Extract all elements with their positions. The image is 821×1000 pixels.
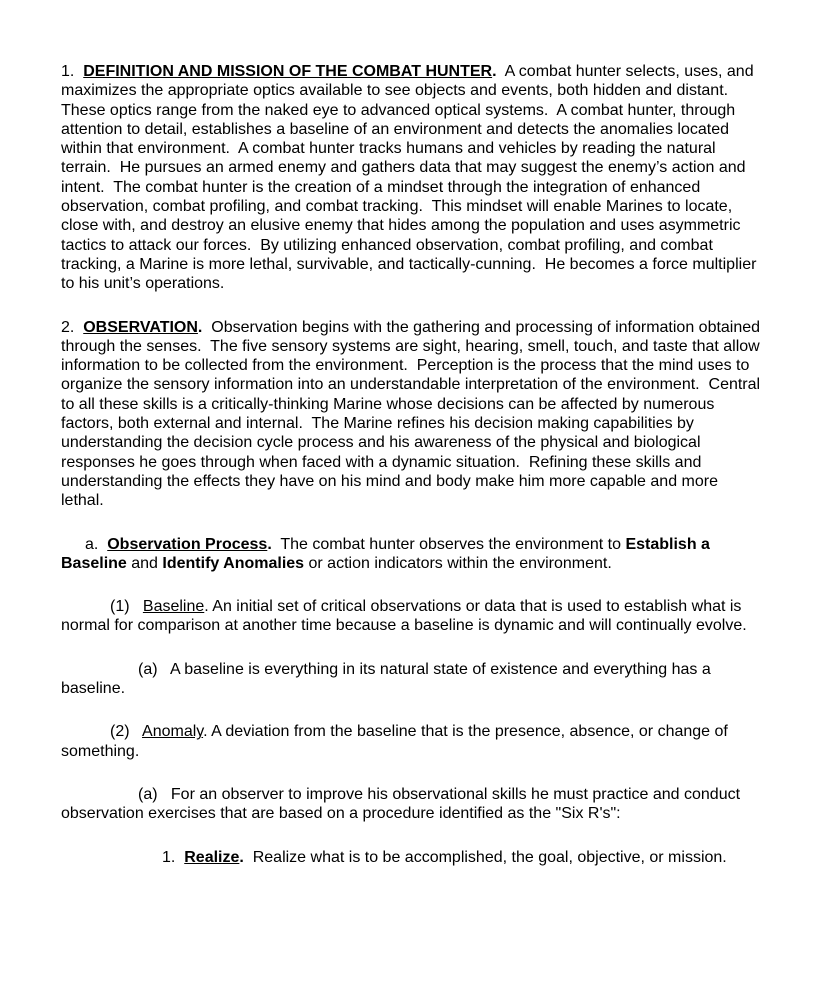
paragraph-observation bbox=[61, 318, 765, 511]
text-run: and bbox=[126, 554, 163, 572]
text-run: Observation Process bbox=[107, 535, 268, 553]
text-run: . bbox=[492, 63, 497, 80]
text-run: . An initial set of critical observations or data that is used to establish what is normal for comparison at another time because a baseline is dynamic and will continually evolve. bbox=[61, 598, 747, 635]
text-run: . bbox=[267, 535, 272, 553]
text-run: or action indicators within the environment. bbox=[304, 554, 612, 572]
text-run: The combat hunter observes the environment to bbox=[271, 535, 626, 553]
text-run: (a) For an observer to improve his observational skills he must practice and conduct observation exercises that are based on a procedure identified as the "Six R's": bbox=[61, 785, 745, 823]
text-run: 1. bbox=[61, 63, 84, 80]
text-run: Observation begins with the gathering and processing of information obtained through the senses. The five sensory systems are sight, hearing, smell, touch, and taste that allow information to be collected from the environment. Perception is the process that the mind uses to organize the sensory information into an understandable interpretation of the environment. Central to all these skills is a critically-thinking Marine whose decisions can be affected by numerous factors, both external and internal. The Marine refines his decision making capabilities by understanding the decision cycle process and his awareness of the physical and biological responses he goes through when faced with a dynamic situation. Refining these skills and understanding the effects they have on his mind and body make him more capable and more lethal. bbox=[61, 318, 765, 510]
paragraph-six-rs-intro bbox=[61, 785, 761, 824]
paragraph-baseline-note bbox=[61, 660, 761, 699]
text-run: . bbox=[197, 318, 203, 336]
paragraph-observation-process bbox=[61, 535, 761, 574]
text-run: A combat hunter selects, uses, and maximizes the appropriate optics available to see objects and events, both hidden and distant. These optics range from the naked eye to advanced optical systems. A combat hunter, through attention to detail, establishes a baseline of an environment and detects the anomalies located within that environment. A combat hunter tracks humans and vehicles by reading the natural terrain. He pursues an armed enemy and gathers data that may suggest the enemy’s action and intent. The combat hunter is the creation of a mindset through the integration of enhanced observation, combat profiling, and combat tracking. This mindset will enable Marines to locate, close with, and destroy an elusive enemy that hides among the population and uses asymmetric tactics to attack our forces. By utilizing enhanced observation, combat profiling, and combat tracking, a Marine is more lethal, survivable, and tactically-cunning. He becomes a force multiplier to his unit’s operations. bbox=[61, 63, 761, 293]
document-body bbox=[61, 62, 765, 867]
text-run: (1) bbox=[110, 598, 143, 616]
text-run: Establish a Baseline bbox=[61, 535, 715, 572]
text-run: . A deviation from the baseline that is the presence, absence, or change of something. bbox=[61, 723, 733, 760]
text-run: (2) bbox=[110, 723, 143, 741]
paragraph-realize bbox=[61, 848, 761, 867]
text-run: Identify Anomalies bbox=[162, 554, 305, 572]
text-run: Baseline bbox=[142, 598, 205, 616]
paragraph-baseline-definition bbox=[61, 597, 761, 636]
text-run: DEFINITION AND MISSION OF THE COMBAT HUNTER bbox=[83, 63, 493, 80]
text-run: . bbox=[239, 848, 244, 866]
text-run: (a) A baseline is everything in its natural state of existence and everything has a baseline. bbox=[61, 660, 716, 698]
paragraph-anomaly-definition bbox=[61, 722, 761, 761]
text-run: OBSERVATION bbox=[83, 318, 198, 336]
text-run: a. bbox=[85, 535, 108, 553]
text-run: Anomaly bbox=[142, 723, 204, 741]
text-run: 2. bbox=[61, 318, 84, 336]
text-run: Realize what is to be accomplished, the goal, objective, or mission. bbox=[243, 848, 727, 866]
text-run: 1. bbox=[162, 848, 185, 866]
paragraph-definition-mission bbox=[61, 62, 761, 294]
text-run: Realize bbox=[184, 848, 240, 866]
